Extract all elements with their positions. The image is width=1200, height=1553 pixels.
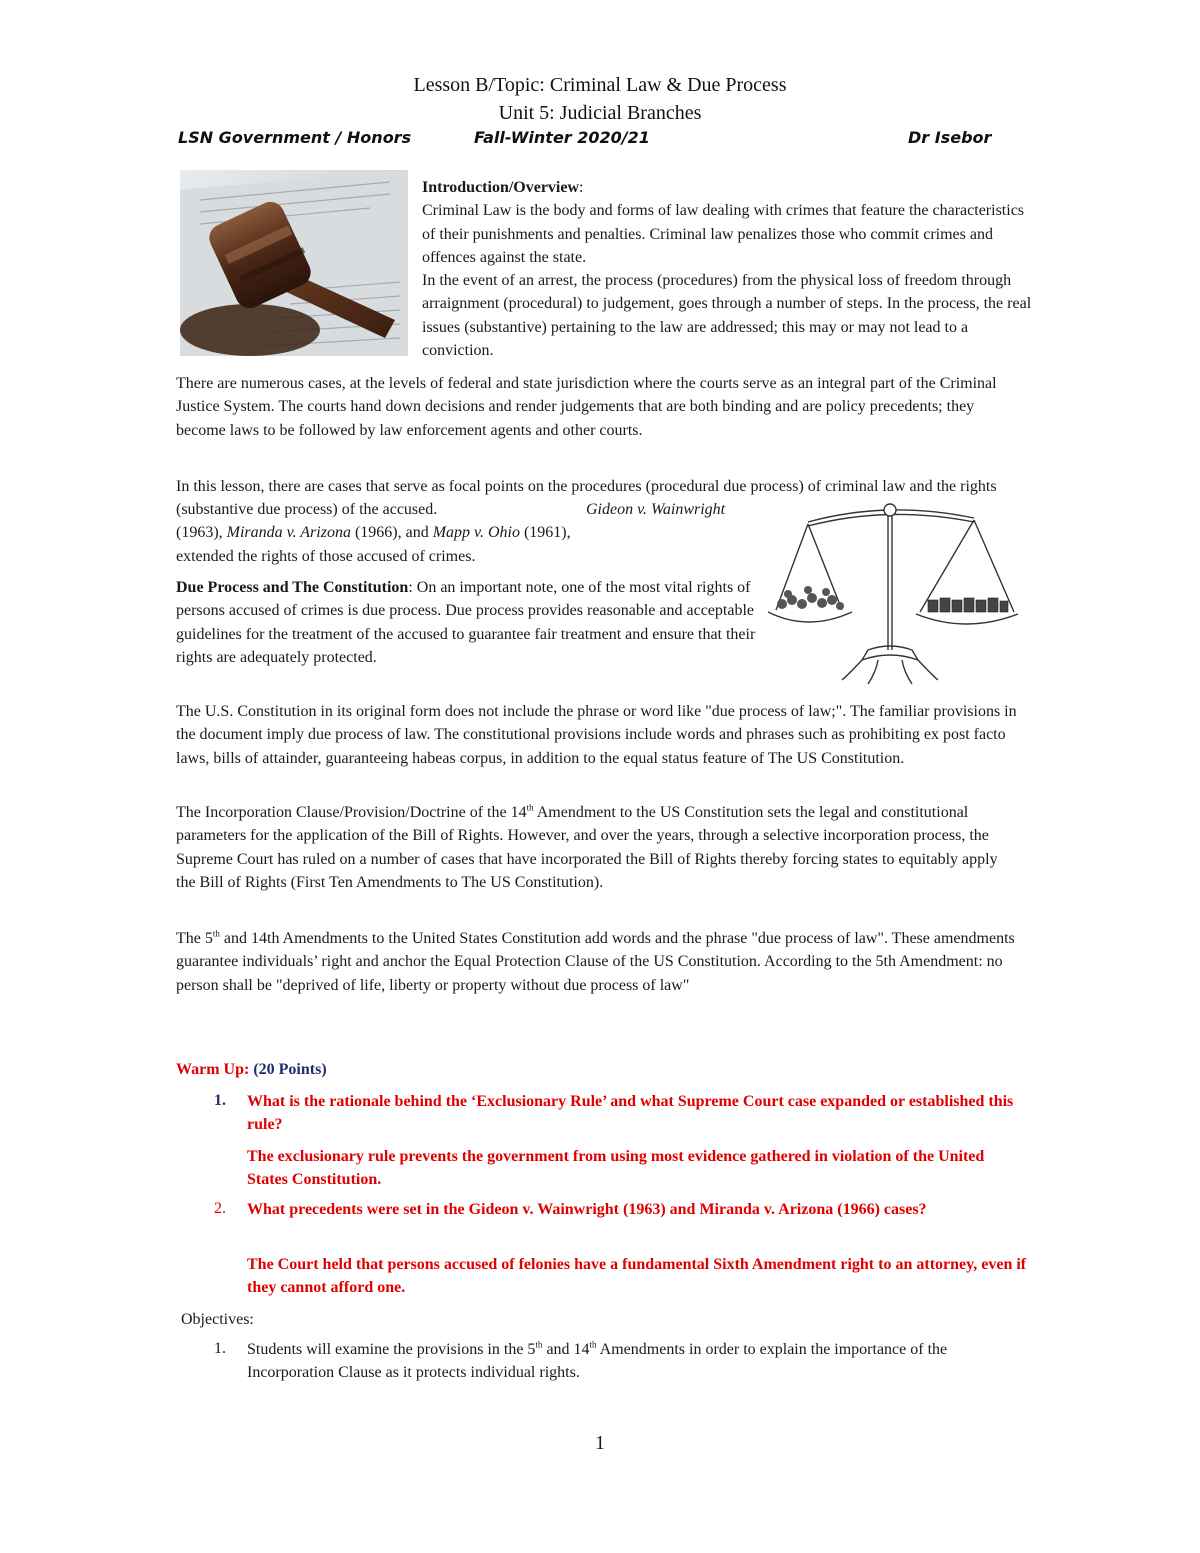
scales-of-justice-illustration <box>768 500 1020 686</box>
objective-1: Students will examine the provisions in the 5th and 14th Amendments in order to explain the importance of the Incorporation Clause as it protects individual rights. <box>247 1339 948 1382</box>
warmup-item-1-number: 1. <box>214 1092 226 1109</box>
warmup-answer-2: The Court held that persons accused of felonies have a fundamental Sixth Amendment right to an attorney, even if they cannot afford one. <box>247 1256 1027 1297</box>
page-number: 1 <box>595 1432 605 1454</box>
lesson-paragraph-a: In this lesson, there are cases that serve as focal points on the procedures (procedural due process) of criminal law and the rights (substantive due process) of the accused. <box>176 478 997 519</box>
amendments-paragraph: The 5th and 14th Amendments to the United States Constitution add words and the phrase "due process of law". These amendments guarantee individuals’ right and anchor the Equal Protection Clause of the US Constitution. According to the 5th Amendment: no person shall be "deprived of life, liberty or property without due process of law" <box>176 928 1015 994</box>
cases-paragraph: There are numerous cases, at the levels of federal and state jurisdiction where the courts serve as an integral part of the Criminal Justice System. The courts hand down decisions and render judgements that are both binding and are policy precedents; they become laws to be followed by law enforcement agents and other courts. <box>176 375 997 439</box>
warmup-answer-1: The exclusionary rule prevents the government from using most evidence gathered in violation of the United States Constitution. <box>247 1148 985 1189</box>
warmup-heading: Warm Up: (20 Points) <box>176 1061 327 1078</box>
gavel-photo <box>180 170 408 356</box>
case-gideon: Gideon v. Wainwright <box>586 501 726 518</box>
course-name: LSN Government / Honors <box>178 128 412 147</box>
due-process-paragraph: Due Process and The Constitution: On an important note, one of the most vital rights of persons accused of crimes is due process. Due process provides reasonable and acceptable guidelines for the treatment of the accused to guarantee fair treatment and ensure that their rights are adequately protected. <box>176 579 756 666</box>
due-process-heading: Due Process and The Constitution <box>176 579 409 596</box>
incorporation-paragraph: The Incorporation Clause/Provision/Doctrine of the 14th Amendment to the US Constitution sets the legal and constitutional parameters for the application of the Bill of Rights. However, and over the years, through a selective incorporation process, the Supreme Court has ruled on a number of cases that have incorporated the Bill of Rights thereby forcing states to equitably apply the Bill of Rights (First Ten Amendments to The US Constitution). <box>176 802 998 891</box>
lesson-paragraph-cases: Gideon v. Wainwright (1963), Miranda v. Arizona (1966), and Mapp v. Ohio (1961), extended the rights of those accused of crimes. <box>176 501 726 565</box>
intro-paragraph-2: In the event of an arrest, the process (procedures) from the physical loss of freedom through arraignment (procedural) to judgement, goes through a number of steps. In the process, the real issues (substantive) pertaining to the law are addressed; this may or may not lead to a conviction. <box>422 272 1032 360</box>
intro-paragraph-1: Criminal Law is the body and forms of law dealing with crimes that feature the characteristics of their punishments and penalties. Criminal law penalizes those who commit crimes and offences against the state. <box>422 202 1025 266</box>
warmup-item-2-number: 2. <box>214 1200 226 1217</box>
term: Fall-Winter 2020/21 <box>474 128 650 147</box>
warmup-question-2: What precedents were set in the Gideon v. Wainwright (1963) and Miranda v. Arizona (1966) cases? <box>247 1201 927 1218</box>
intro-heading: Introduction/Overview <box>422 179 580 196</box>
instructor-name: Dr Isebor <box>908 128 992 147</box>
lesson-title: Lesson B/Topic: Criminal Law & Due Process <box>413 74 787 96</box>
objective-1-number: 1. <box>214 1340 226 1357</box>
case-mapp: Mapp v. Ohio <box>432 524 520 542</box>
lesson-paragraph-b: extended the rights of those accused of crimes. <box>176 547 476 565</box>
objectives-heading: Objectives: <box>181 1311 254 1328</box>
warmup-question-1: What is the rationale behind the ‘Exclusionary Rule’ and what Supreme Court case expanded or established this rule? <box>247 1093 1014 1134</box>
unit-title: Unit 5: Judicial Branches <box>498 102 702 124</box>
case-miranda: Miranda v. Arizona <box>226 524 351 542</box>
constitution-paragraph: The U.S. Constitution in its original form does not include the phrase or word like "due process of law;". The familiar provisions in the document imply due process of law. The constitutional provisions include words and phrases such as prohibiting ex post facto laws, bills of attainder, guaranteeing habeas corpus, in addition to the equal status feature of The US Constitution. <box>176 703 1017 767</box>
intro-section: Introduction/Overview: Criminal Law is the body and forms of law dealing with crimes that feature the characteristics of their punishments and penalties. Criminal law penalizes those who commit crimes and offences against the state. In the event of an arrest, the process (procedures) from the physical loss of freedom through arraignment (procedural) to judgement, goes through a number of steps. In the process, the real issues (substantive) pertaining to the law are addressed; this may or may not lead to a conviction. <box>422 179 1032 360</box>
